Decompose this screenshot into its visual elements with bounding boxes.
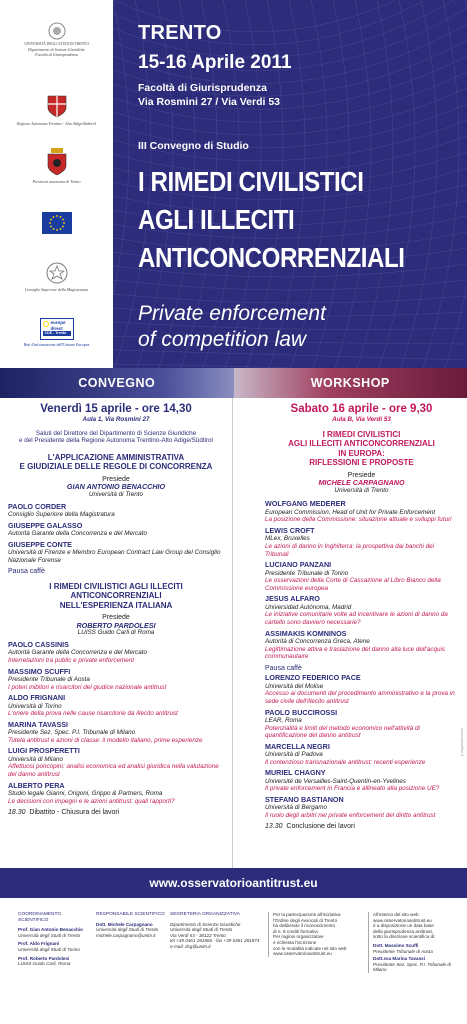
eu-star bbox=[50, 226, 52, 228]
speaker-entry bbox=[8, 503, 224, 519]
speaker-name: ALDO FRIGNANI bbox=[8, 693, 66, 703]
info-line: Per la partecipazione all'iniziativa bbox=[273, 912, 341, 917]
chair-1-aff: Università di Trento bbox=[88, 490, 144, 498]
speaker-affiliation: Università di Padova bbox=[265, 751, 323, 759]
speaker-name: MARCELLA NEGRI bbox=[265, 741, 330, 751]
website-link[interactable]: www.osservatorioantitrust.eu bbox=[149, 876, 318, 890]
right-room: Aula B, Via Verdi 53 bbox=[332, 416, 391, 423]
university-faculty: Facoltà di Giurisprudenza bbox=[35, 52, 78, 57]
subtitle-line-1: Private enforcement bbox=[138, 302, 326, 325]
info-line: ha deliberato il riconoscimento bbox=[273, 923, 336, 929]
speaker-name: ASSIMAKIS KOMNINOS bbox=[265, 628, 347, 638]
provincia-name: Provincia autonoma di Trento bbox=[32, 179, 81, 184]
coordination-heading: COORDINAMENTO SCIENTIFICO bbox=[18, 912, 62, 923]
speaker-entry bbox=[8, 721, 224, 745]
eu-flag-logo bbox=[0, 212, 113, 234]
speaker-name: ALBERTO PERA bbox=[8, 780, 65, 790]
eu-star bbox=[56, 215, 58, 217]
responsible-email[interactable]: michele.carpagnano@unitn.it bbox=[96, 932, 156, 938]
speaker-name: LEWIS CROFT bbox=[265, 525, 315, 535]
title-line-2: AGLI ILLECITI bbox=[138, 204, 295, 235]
designer-credit: www.caresoffice.it bbox=[460, 728, 464, 756]
speaker-affiliation: Presidente Sez. Spec. P.I. Tribunale di Milano bbox=[8, 729, 136, 737]
speaker-affiliation: Consiglio Superiore della Magistratura bbox=[8, 510, 115, 518]
info-line: Via Verdi 53 - 38122 Trento bbox=[170, 932, 226, 938]
europe-direct-ring-icon bbox=[43, 321, 49, 327]
workshop-column bbox=[233, 398, 466, 868]
speaker-affiliation: Presidente Tribunale di Torino bbox=[265, 569, 349, 577]
talk-title: Legittimazione attiva e traslazione del danno alla luce dell'acquis communautaire bbox=[265, 645, 446, 661]
eu-star bbox=[62, 226, 64, 228]
speaker-affiliation: Università di Bergamo bbox=[265, 804, 327, 812]
band-convegno: CONVEGNO bbox=[0, 368, 234, 398]
talk-title: Le azioni di danno in Inghilterra: la prospettiva dai banchi dei Tribunali bbox=[265, 542, 435, 558]
left-end-time: 18.30 bbox=[8, 809, 26, 817]
talk-title: Il ruolo degli arbitri nel private enforcement del diritto antitrust bbox=[265, 811, 436, 819]
speaker-entry bbox=[265, 500, 458, 524]
csm-emblem-icon bbox=[46, 262, 68, 284]
eu-star bbox=[63, 222, 65, 224]
participation-lines bbox=[273, 912, 360, 957]
speaker-affiliation: Autorità Garante della Concorrenza e del Mercato bbox=[8, 529, 147, 537]
section-bands bbox=[0, 368, 467, 398]
responsible-aff: Università degli Studi di Trento bbox=[96, 927, 159, 933]
europe-direct-box bbox=[40, 318, 74, 340]
talk-title: Il contenzioso transnazionale antitrust: recenti esperienze bbox=[265, 758, 426, 766]
talk-title: Tutela antitrust e azioni di classe: il modello italiano, prime esperienze bbox=[8, 736, 203, 744]
workshop-title-1: I RIMEDI CIVILISTICI bbox=[322, 429, 401, 439]
university-name: UNIVERSITÀ DEGLI STUDI DI TRENTO bbox=[24, 42, 89, 46]
info-line: e-mail: dsg@unitn.it bbox=[170, 943, 211, 949]
speaker-entry bbox=[8, 782, 224, 806]
europe-direct-line3: CDE - Trento bbox=[43, 331, 71, 336]
speaker-name: PAOLO CASSINIS bbox=[8, 640, 69, 650]
speaker-affiliation: Autorità di Concorrenza Greca, Atene bbox=[265, 637, 370, 645]
europe-direct-line1: europe bbox=[50, 320, 66, 325]
faculty: Facoltà di Giurisprudenza bbox=[138, 82, 267, 94]
participation-block bbox=[268, 912, 360, 957]
address: Via Rosmini 27 / Via Verdi 53 bbox=[138, 96, 281, 108]
coordinator-name: Prof. Aldo Frignani bbox=[18, 941, 60, 947]
info-line: Dipartimento di Scienze Giuridiche bbox=[170, 921, 241, 927]
left-room: Aula 1, Via Rosmini 27 bbox=[82, 416, 150, 423]
speaker-affiliation: Università del Molise bbox=[265, 682, 324, 690]
eu-star bbox=[59, 216, 61, 218]
talk-title: L'onere della prova nelle cause risarcitorie da illecito antitrust bbox=[8, 710, 178, 718]
speaker-affiliation: Università di Torino bbox=[8, 702, 62, 710]
talk-title: Le osservazioni della Corte di Cassazione al Libro Bianco della Commissione europea bbox=[265, 577, 441, 592]
speaker-entry bbox=[265, 709, 458, 740]
greeting-line-1: Saluti del Direttore del Dipartimento di Scienze Giuridiche bbox=[35, 429, 197, 437]
speaker-affiliation: LEAR, Roma bbox=[265, 716, 302, 724]
coffee-break-right: Pausa caffè bbox=[265, 664, 302, 672]
csm-name: Consiglio Superiore della Magistratura bbox=[24, 287, 89, 292]
talk-title: Accesso ai documenti del procedimento amministrativo e la prova in sede civile dell'illecito antitrust bbox=[265, 690, 455, 705]
chair-1-name: GIAN ANTONIO BENACCHIO bbox=[66, 482, 166, 492]
speaker-affiliation: European Commission, Head of Unit for Private Enforcement bbox=[265, 508, 436, 516]
workshop-chair-label: Presiede bbox=[347, 471, 376, 479]
info-line: www.osservatorioantitrust.eu bbox=[273, 951, 332, 957]
website-band bbox=[0, 868, 467, 898]
chair-2-name: ROBERTO PARDOLESI bbox=[76, 620, 156, 630]
session2-title-2: ANTICONCORRENZIALI bbox=[70, 591, 162, 601]
eu-star bbox=[49, 222, 51, 224]
info-line: di n. 8 crediti formativi. bbox=[273, 928, 319, 934]
speaker-entry bbox=[8, 747, 224, 778]
database-block bbox=[368, 912, 460, 973]
coffee-break-left: Pausa caffè bbox=[8, 568, 45, 576]
info-line: sotto la direzione scientifica di: bbox=[373, 934, 436, 940]
talk-title: La posizione della Commissione: situazione attuale e sviluppi futuri bbox=[265, 516, 452, 524]
responsible-name: Dott. Michele Carpagnano bbox=[96, 921, 153, 927]
chair-2-aff: LUISS Guido Carli di Roma bbox=[77, 629, 155, 637]
speaker-entry bbox=[8, 694, 224, 718]
speaker-name: STEFANO BASTIANON bbox=[265, 794, 344, 804]
speaker-entry bbox=[265, 743, 458, 767]
europe-direct-caption: Reti d'informazione dell'Unione Europea bbox=[23, 342, 90, 347]
eu-flag-icon bbox=[42, 212, 72, 234]
university-seal-icon bbox=[48, 20, 66, 42]
university-dept: Dipartimento di Scienze Giuridiche bbox=[28, 47, 85, 52]
talk-title: I poteri inibitori e risarcitori del giudice nazionale antitrust bbox=[8, 683, 167, 691]
responsible-heading: RESPONSABILE SCIENTIFICO bbox=[96, 912, 165, 917]
speaker-name: LORENZO FEDERICO PACE bbox=[265, 673, 361, 683]
database-director-2-aff: Presidente Sez. Spec. P.I. Tribunale di Milano bbox=[373, 961, 451, 973]
left-end-text: Dibattito - Chiusura dei lavori bbox=[29, 809, 120, 817]
coordinator-name: Prof. Gian Antonio Benacchio bbox=[18, 927, 83, 933]
speaker-name: MURIEL CHAGNY bbox=[265, 768, 326, 778]
session2-title-1: I RIMEDI CIVILISTICI AGLI ILLECITI bbox=[49, 581, 183, 591]
info-line: Università degli Studi di Trento bbox=[170, 927, 233, 933]
speaker-entry bbox=[265, 769, 458, 793]
greeting-line-2: e del Presidente della Regione Autonoma Trentino-Alto Adige/Südtirol bbox=[19, 437, 213, 445]
provincia-crest-icon bbox=[47, 148, 67, 176]
info-line: è a disposizione un data base bbox=[373, 923, 434, 929]
info-line: è richiesta l'iscrizione bbox=[273, 939, 317, 945]
session1-title-2: E GIUDIZIALE DELLE REGOLE DI CONCORRENZA bbox=[19, 462, 213, 472]
info-line: con le modalità indicate nel sito web bbox=[273, 945, 347, 951]
coordinator-aff: Università degli Studi di Torino bbox=[18, 946, 80, 952]
speaker-name: JESUS ALFARO bbox=[265, 594, 320, 604]
europe-direct-logo bbox=[0, 318, 113, 347]
speaker-entry bbox=[8, 522, 224, 538]
speaker-name: PAOLO BUCCIROSSI bbox=[265, 707, 338, 717]
info-line: All'interno del sito web bbox=[373, 912, 419, 917]
speaker-affiliation: Universidad Autónoma, Madrid bbox=[265, 603, 352, 611]
chair-label-1: Presiede bbox=[102, 475, 130, 483]
university-logo bbox=[0, 20, 113, 57]
speaker-name: MASSIMO SCUFFI bbox=[8, 666, 71, 676]
logo-column bbox=[0, 0, 113, 368]
right-end-time: 13.30 bbox=[265, 823, 283, 831]
speaker-name: LUIGI PROSPERETTI bbox=[8, 746, 80, 756]
workshop-title-3: IN EUROPA: bbox=[338, 448, 385, 458]
info-line: della giurisprudenza antitrust, bbox=[373, 928, 434, 934]
europe-direct-line2: direct bbox=[50, 325, 63, 331]
eu-star bbox=[50, 219, 52, 221]
talk-title: Potenzialità e limiti del metodo economico nell'attività di quantificazione del danno antitrust bbox=[265, 724, 420, 740]
speaker-entry bbox=[265, 561, 458, 592]
session2-title-3: NELL'ESPERIENZA ITALIANA bbox=[59, 600, 173, 610]
speaker-name: PAOLO CORDER bbox=[8, 501, 67, 511]
coordination-list bbox=[18, 927, 88, 967]
info-line: Per ragioni organizzative bbox=[273, 934, 324, 940]
coordinator-name: Prof. Roberto Pardolesi bbox=[18, 955, 70, 961]
regione-logo bbox=[0, 94, 113, 126]
speaker-entry bbox=[265, 674, 458, 705]
talk-title: Le decisioni con impegni e le azioni antitrust: quali rapporti? bbox=[8, 797, 175, 805]
speaker-entry bbox=[265, 527, 458, 558]
responsible-block bbox=[96, 912, 166, 938]
speaker-name: LUCIANO PANZANI bbox=[265, 560, 332, 570]
regione-name: Regione Autonoma Trentino - Alto Adige/Südtirol bbox=[17, 121, 96, 126]
right-day: Sabato 16 aprile - ore 9,30 bbox=[290, 403, 433, 415]
speaker-name: GIUSEPPE CONTE bbox=[8, 539, 72, 549]
info-line: www.osservatorioantitrust.eu bbox=[373, 917, 432, 923]
database-director-2: Dott.ssa Marina Tavassi bbox=[373, 956, 425, 962]
secretariat-heading: SEGRETERIA ORGANIZZATIVA bbox=[170, 912, 240, 917]
band-workshop: WORKSHOP bbox=[234, 368, 467, 398]
talk-title: Affettuosi poncopini: analisi economica ed analisi giuridica nella valutazione del danno antitrust bbox=[8, 763, 219, 778]
secretariat-lines bbox=[170, 922, 260, 950]
workshop-chair-name: MICHELE CARPAGNANO bbox=[318, 478, 405, 488]
eu-star bbox=[59, 228, 61, 230]
city: TRENTO bbox=[138, 22, 222, 44]
talk-title: Il private enforcement in Francia è allineato alla posizione UE? bbox=[265, 785, 440, 793]
speaker-affiliation: MLex, Bruxelles bbox=[265, 535, 310, 543]
info-line: l'Ordine degli Avvocati di Trento bbox=[273, 917, 338, 923]
session2-speakers bbox=[8, 641, 224, 805]
right-end-text: Conclusione dei lavori bbox=[286, 823, 355, 831]
program-columns bbox=[0, 398, 467, 868]
speaker-entry bbox=[265, 796, 458, 820]
database-lines bbox=[373, 912, 460, 940]
speaker-entry bbox=[265, 595, 458, 626]
pattern-line bbox=[113, 280, 467, 290]
title-line-3: ANTICONCORRENZIALI bbox=[138, 242, 405, 273]
info-line: tel +39 0461 281866 - fax +39 0461 281874 bbox=[170, 938, 260, 944]
speaker-name: WOLFGANG MEDERER bbox=[265, 499, 346, 509]
coordinator-aff: LUISS Guido Carli, Roma bbox=[18, 961, 71, 967]
workshop-title-4: RIFLESSIONI E PROPOSTE bbox=[309, 458, 414, 468]
speaker-entry bbox=[8, 541, 224, 565]
header-banner bbox=[0, 0, 467, 368]
speaker-affiliation: Université de Versailles-Saint-Quentin-en-Yvelines bbox=[265, 777, 406, 785]
workshop-speakers-1 bbox=[265, 500, 458, 660]
speaker-name: GIUSEPPE GALASSO bbox=[8, 520, 83, 530]
speaker-entry bbox=[8, 668, 224, 692]
convegno-label: III Convegno di Studio bbox=[138, 140, 249, 152]
session1-speakers bbox=[8, 503, 224, 565]
speaker-affiliation: Studio legale Gianni, Origoni, Grippo & Partners, Roma bbox=[8, 790, 163, 797]
speaker-affiliation: Università di Milano bbox=[8, 755, 63, 763]
speaker-entry bbox=[8, 641, 224, 665]
eu-star bbox=[52, 228, 54, 230]
secretariat-block bbox=[170, 912, 260, 950]
eu-star bbox=[52, 216, 54, 218]
eu-star bbox=[56, 229, 58, 231]
left-day: Venerdì 15 aprile - ore 14,30 bbox=[40, 403, 192, 415]
workshop-chair-aff: Università di Trento bbox=[334, 486, 389, 494]
workshop-title-2: AGLI ILLECITI ANTICONCORRENZIALI bbox=[288, 439, 435, 449]
talk-title: Interrelazioni tra public e private enforcement bbox=[8, 657, 135, 665]
pattern-line bbox=[379, 0, 415, 368]
regione-crest-icon bbox=[46, 94, 68, 118]
session1-title-1: L'APPLICAZIONE AMMINISTRATIVA bbox=[47, 452, 185, 462]
title-line-1: I RIMEDI CIVILISTICI bbox=[138, 166, 364, 197]
speaker-entry bbox=[265, 630, 458, 661]
csm-logo bbox=[0, 262, 113, 292]
subtitle-line-2: of competition law bbox=[138, 328, 307, 351]
database-director-1-aff: Presidente Tribunale di Aosta bbox=[373, 948, 433, 954]
convegno-column bbox=[0, 398, 233, 868]
talk-title: Le iniziative comunitarie volte ad incentivare le azioni di danno da cartello sono davvero necessarie? bbox=[265, 611, 448, 626]
provincia-logo bbox=[0, 148, 113, 184]
event-dates: 15-16 Aprile 2011 bbox=[138, 52, 292, 73]
speaker-name: MARINA TAVASSI bbox=[8, 719, 69, 729]
speaker-affiliation: Autorità Garante della Concorrenza e del Mercato bbox=[8, 649, 147, 657]
footer-info bbox=[0, 898, 467, 1024]
eu-star bbox=[62, 219, 64, 221]
speaker-affiliation: Università di Firenze e Membro European Contract Law Group del Consiglio Nazionale Forense bbox=[8, 548, 221, 564]
workshop-speakers-2 bbox=[265, 674, 458, 819]
database-director-1: Dott. Massimo Scuffi bbox=[373, 942, 419, 948]
coordinator-aff: Università degli Studi di Trento bbox=[18, 932, 81, 938]
coordination-block bbox=[18, 912, 88, 970]
speaker-affiliation: Presidente Tribunale di Aosta bbox=[8, 676, 90, 684]
chair-label-2: Presiede bbox=[102, 614, 130, 622]
